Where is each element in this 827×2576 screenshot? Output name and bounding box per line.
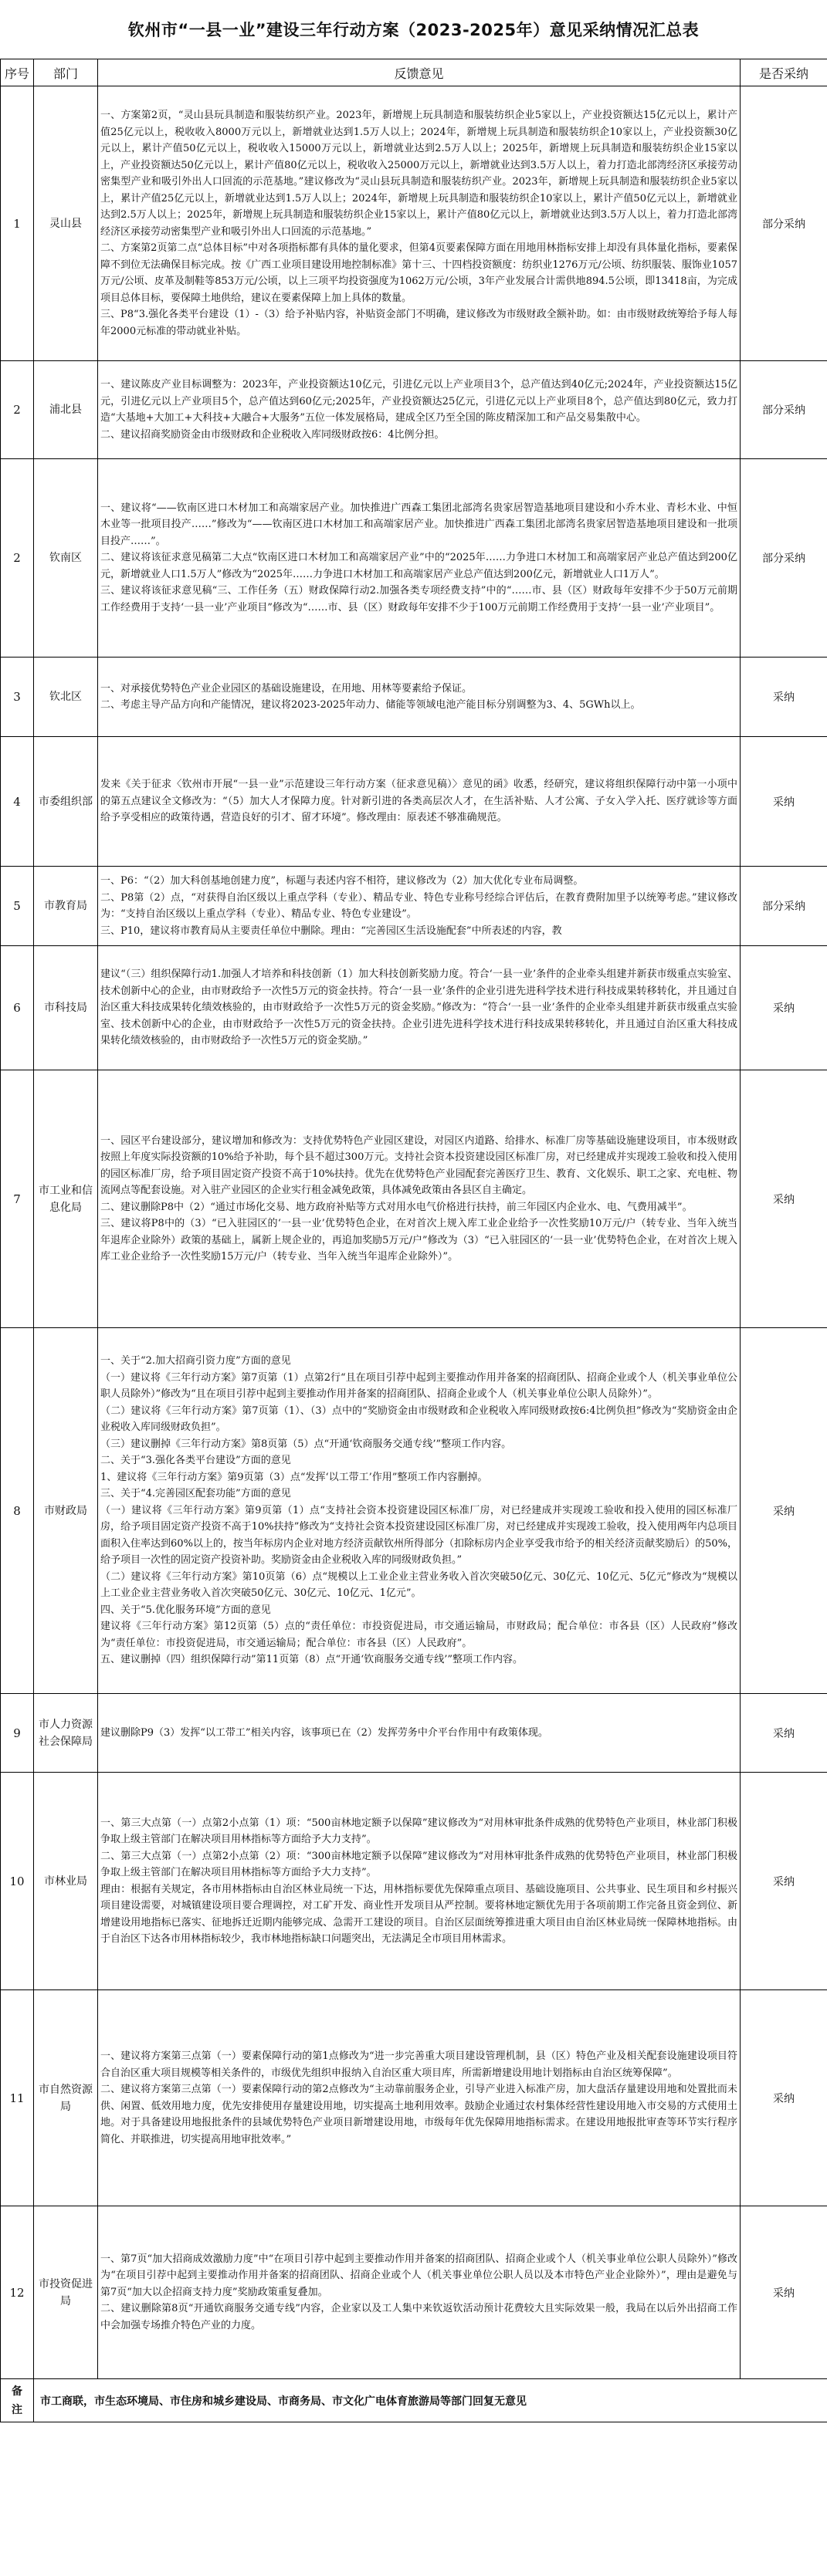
adoption-status: 采纳 — [741, 1328, 827, 1694]
feedback-paragraph: 二、考虑主导产品方向和产能情况，建议将2023-2025年动力、储能等领域电池产能目标分别调整为3、4、5GWh以上。 — [100, 699, 641, 711]
adoption-status: 采纳 — [741, 737, 827, 867]
feedback-paragraph: （二）建议将《三年行动方案》第7页第（1）、（3）点中的“奖励资金由市级财政和企业税收入库同级财政按6:4比例负担”修改为“奖励资金由企业税收入库同级财政负担”。 — [100, 1405, 737, 1434]
adoption-status: 采纳 — [741, 946, 827, 1070]
feedback-paragraph: 三、关于“4.完善园区配套功能”方面的意见 — [100, 1488, 291, 1500]
row-number: 3 — [1, 658, 34, 737]
feedback-paragraph: 一、建议将“——钦南区进口木材加工和高端家居产业。加快推进广西森工集团北部湾名贵家居智造基地项目建设和小乔木业、青杉木业、中恒木业等一批项目投产……”修改为“——钦南区进口木材加工和高端家居产业。加快推进广西森工集团北部湾名贵家居智造基地项目建设和一批项目投产……”。 — [100, 502, 737, 547]
table-row — [1, 737, 827, 867]
feedback-paragraph: （一）建议将《三年行动方案》第9页第（1）点“支持社会资本投资建设园区标准厂房，对已经建成并实现竣工验收和投入使用的园区标准厂房，给予项目固定资产投资不高于10%扶持”修改为“支持社会资本投资建设园区标准厂房，对已经建成并实现竣工验收，投入使用两年内总项目面积入住率达到60%以上的，按当年标房内企业对地方经济贡献钦州所得部分（扣除标房内企业享受我市给予的相关经济贡献奖励后）的50%，给予项目一次性的固定资产投资补助。奖励资金由企业税收入库的同级财政负担。” — [100, 1504, 737, 1567]
feedback-paragraph: 理由：根据有关规定，各市用林指标由自治区林业局统一下达，用林指标要优先保障重点项目、基础设施项目、公共事业、民生项目和乡村振兴项目建设需要，对城镇建设项目要合理调控，对工矿开发、商业性开发项目从严控制。要将林地定额优先用于各项前期工作完备且资金到位、新增建设用地指标已落实、征地拆迁近期内能够完成、急需开工建设的项目。自治区层面统筹推进重大项目由自治区林业局统一保障林地指标。由于自治区下达各市用林指标较少，我市林地指标缺口问题突出，无法满足全市项目用林需求。 — [100, 1883, 737, 1945]
feedback-paragraph: 建议将《三年行动方案》第12页第（5）点的“责任单位：市投资促进局，市交通运输局，市财政局；配合单位：市各县（区）人民政府”修改为“责任单位：市投资促进局，市交通运输局；配合单位：市各县（区）人民政府”。 — [100, 1621, 737, 1649]
feedback-cell — [98, 1773, 741, 1990]
feedback-paragraph: 1、建议将《三年行动方案》第9页第（3）点“发挥‘以工带工’作用”整项工作内容删掉。 — [100, 1471, 488, 1483]
feedback-cell — [98, 1070, 741, 1328]
table-row — [1, 1773, 827, 1990]
feedback-paragraph: 二、建议删除P8中（2）“通过市场化交易、地方政府补贴等方式对用水电气价格进行扶持，前三年园区内企业水、电、气费用减半”。 — [100, 1201, 693, 1213]
department-name: 市教育局 — [34, 867, 98, 946]
header-feedback: 反馈意见 — [98, 59, 741, 86]
table-row — [1, 459, 827, 658]
feedback-cell — [98, 459, 741, 658]
table-row — [1, 1328, 827, 1694]
table-header-row — [1, 59, 827, 86]
feedback-paragraph: 三、P10，建议将市教育局从主要责任单位中删除。理由：“完善园区生活设施配套”中所表述的内容，教 — [100, 925, 562, 937]
row-number: 1 — [1, 86, 34, 361]
department-name: 市人力资源社会保障局 — [34, 1694, 98, 1773]
adoption-status: 部分采纳 — [741, 361, 827, 459]
department-name: 市林业局 — [34, 1773, 98, 1990]
feedback-cell — [98, 1990, 741, 2206]
feedback-paragraph: 三、建议将该征求意见稿“三、工作任务（五）财政保障行动2.加强各类专项经费支持”中的“……市、县（区）财政每年安排不少于50万元前期工作经费用于支持‘一县一业’产业项目”修改为“……市、县（区）财政每年安排不少于100万元前期工作经费用于支持‘一县一业’产业项目”。 — [100, 585, 737, 614]
feedback-paragraph: 一、建议陈皮产业目标调整为：2023年，产业投资额达10亿元，引进亿元以上产业项目3个，总产值达到40亿元;2024年，产业投资额达15亿元，引进亿元以上产业项目5个，总产值达到60亿元;2025年，产业投资额达25亿元，引进亿元以上产业项目8个，总产值达到80亿元，致力打造“大基地+大加工+大科技+大融合+大服务”五位一体发展格局，建成全区乃至全国的陈皮精深加工和产品交易集散中心。 — [100, 379, 737, 424]
feedback-table — [0, 59, 827, 2422]
feedback-cell — [98, 361, 741, 459]
row-number: 9 — [1, 1694, 34, 1773]
feedback-cell — [98, 737, 741, 867]
feedback-paragraph: （二）建议将《三年行动方案》第10页第（6）点“规模以上工业企业主营业务收入首次突破50亿元、30亿元、10亿元、5亿元”修改为“规模以上工业企业主营业务收入首次突破50亿元、30亿元、10亿元、1亿元”。 — [100, 1570, 737, 1600]
feedback-paragraph: 四、关于“5.优化服务环境”方面的意见 — [100, 1604, 271, 1616]
adoption-status: 采纳 — [741, 1070, 827, 1328]
row-number: 4 — [1, 737, 34, 867]
row-number: 6 — [1, 946, 34, 1070]
note-row — [1, 2379, 827, 2422]
adoption-status: 采纳 — [741, 658, 827, 737]
feedback-paragraph: 二、方案第2页第二点“总体目标”中对各项指标都有具体的量化要求，但第4页要素保障方面在用地用林指标安排上却没有具体量化指标，要素保障不到位无法确保目标完成。按《广西工业项目建设用地控制标准》第十三、十四档投资额度：纺织业1276万元/公顷、纺织服装、服饰业1057万元/公顷、皮革及制鞋等853万元/公顷，以上三项平均投资强度为1062万元/公顷，3年产业发展合计需供地894.5公顷，即13418亩，为完成项目总体目标，要保障土地供给，建议在要素保障上加上具体的数量。 — [100, 242, 737, 304]
adoption-status: 采纳 — [741, 1990, 827, 2206]
note-label — [1, 2379, 34, 2422]
feedback-paragraph: 二、关于“3.强化各类平台建设”方面的意见 — [100, 1455, 291, 1467]
header-no: 序号 — [1, 59, 34, 86]
feedback-paragraph: 三、P8“3.强化各类平台建设（1）-（3）给予补贴内容，补贴资金部门不明确，建议修改为市级财政全额补助。如：由市级财政统筹给予每人每年2000元标准的带动就业补贴。 — [100, 309, 737, 337]
row-number: 11 — [1, 1990, 34, 2206]
table-row — [1, 1694, 827, 1773]
adoption-status: 部分采纳 — [741, 86, 827, 361]
feedback-paragraph: 三、建议将P8中的（3）“已入驻园区的‘一县一业’优势特色企业，在对首次上规入库工业企业给予一次性奖励10万元/户（转专业、当年入统当年退库企业除外）政策的基础上，属新上规企业的，再追加奖励5万元/户”修改为（3）“已入驻园区的‘一县一业’优势特色企业，在对首次上规入库工业企业给予一次性奖励15万元/户（转专业、当年入统当年退库企业除外）”。 — [100, 1218, 737, 1263]
row-number: 7 — [1, 1070, 34, 1328]
feedback-paragraph: 一、关于“2.加大招商引资力度”方面的意见 — [100, 1355, 291, 1367]
feedback-paragraph: 发来《关于征求〈钦州市开展“一县一业”示范建设三年行动方案（征求意见稿）〉意见的函》收悉，经研究，建议将组织保障行动中第一小项中的第五点建议全文修改为：“（5）加大人才保障力度。针对新引进的各类高层次人才，在生活补贴、人才公寓、子女入学入托、医疗就诊等方面给予享受相应的政策待遇，营造良好的引才、留才环境”。修改理由：原表述不够准确规范。 — [100, 779, 737, 824]
feedback-paragraph: 二、建议将方案第三点第（一）要素保障行动的第2点修改为“主动靠前服务企业，引导产业进入标准产房，加大盘活存量建设用地和处置批而未供、闲置、低效用地力度，优先安排使用存量建设用地，切实提高土地利用效率。鼓励企业通过农村集体经营性建设用地入市交易的方式使用土地。对于具备建设用地报批条件的县域优势特色产业项目新增建设用地，市级每年优先保障用地指标需求。在建设用地报批审查等环节实行程序简化、并联推进，切实提高用地审批效率。” — [100, 2084, 737, 2145]
adoption-status: 采纳 — [741, 1773, 827, 1990]
feedback-paragraph: 二、第三大点第（一）点第2小点第（2）项：“300亩林地定额予以保障”建议修改为“对用林审批条件成熟的优势特色产业项目，林业部门积极争取上级主管部门在解决项目用林指标等方面给予大力支持”。 — [100, 1850, 737, 1878]
row-number: 8 — [1, 1328, 34, 1694]
department-name: 灵山县 — [34, 86, 98, 361]
table-row — [1, 1990, 827, 2206]
department-name: 钦北区 — [34, 658, 98, 737]
table-row — [1, 2206, 827, 2379]
table-row — [1, 361, 827, 459]
department-name: 市科技局 — [34, 946, 98, 1070]
feedback-paragraph: 一、方案第2页，“灵山县玩具制造和服装纺织产业。2023年，新增规上玩具制造和服装纺织企业5家以上，产业投资额达15亿元以上，累计产值25亿元以上，税收收入8000万元以上，新增就业达到1.5万人以上；2024年，新增规上玩具制造和服装纺织企10家以上，产业投资额30亿元以上，累计产值50亿元以上，税收收入15000万元以上，新增就业达到2.5万人以上；2025年，新增规上玩具制造和服装纺织企业15家以上，产业投资额达50亿元以上，累计产值80亿元以上，税收收入25000万元以上，新增就业达到3.5万人以上，着力打造北部湾经济区承接劳动密集型产业和吸引外出人口回流的示范基地。”建议修改为“灵山县玩具制造和服装纺织产业。2023年，新增规上玩具制造和服装纺织企业5家以上，累计产值25亿元以上，新增就业达到1.5万人以上；2024年，新增规上玩具制造和服装纺织企10家以上，累计产值50亿元以上，新增就业达到2.5万人以上；2025年，新增规上玩具制造和服装纺织企业15家以上，累计产值80亿元以上，新增就业达到3.5万人以上，着力打造北部湾经济区承接劳动密集型产业和吸引外出人口回流的示范基地。” — [100, 110, 737, 238]
feedback-paragraph: 一、第7页“加大招商成效激励力度”中“在项目引荐中起到主要推动作用并备案的招商团队、招商企业或个人（机关事业单位公职人员除外）”修改为“在项目引荐中起到主要推动作用并备案的招商团队、招商企业或个人（机关事业单位公职人员以及本市特色产业企业除外）”，理由是避免与第7页“加大以企招商支持力度”奖励政策重复叠加。 — [100, 2253, 737, 2298]
feedback-paragraph: （一）建议将《三年行动方案》第7页第（1）点第2行“且在项目引荐中起到主要推动作用并备案的招商团队、招商企业或个人（机关事业单位公职人员除外）”修改为“且在项目引荐中起到主要推动作用并备案的招商团队、招商企业或个人（机关事业单位公职人员除外）”。 — [100, 1371, 737, 1401]
adoption-status: 采纳 — [741, 2206, 827, 2379]
feedback-paragraph: 二、P8第（2）点，“对获得自治区级以上重点学科（专业）、精品专业、特色专业称号经综合评估后，在教育费附加里予以统筹考虑。”建议修改为：“支持自治区级以上重点学科（专业）、精品专业、特色专业建设”。 — [100, 891, 737, 920]
feedback-cell — [98, 946, 741, 1070]
note-text: 市工商联，市生态环境局、市住房和城乡建设局、市商务局、市文化广电体育旅游局等部门回复无意见 — [34, 2379, 827, 2422]
page-title: 钦州市“一县一业”建设三年行动方案（2023-2025年）意见采纳情况汇总表 — [127, 21, 700, 39]
note-label-text: 备注 — [12, 2385, 22, 2416]
feedback-paragraph: 一、第三大点第（一）点第2小点第（1）项：“500亩林地定额予以保障”建议修改为“对用林审批条件成熟的优势特色产业项目，林业部门积极争取上级主管部门在解决项目用林指标等方面给予大力支持”。 — [100, 1817, 737, 1845]
row-number: 2 — [1, 459, 34, 658]
department-name: 市工业和信息化局 — [34, 1070, 98, 1328]
feedback-paragraph: 一、P6：“（2）加大科创基地创建力度”，标题与表述内容不相符，建议修改为（2）加大优化专业布局调整。 — [100, 875, 584, 887]
feedback-paragraph: （三）建议删掉《三年行动方案》第8页第（5）点“开通‘钦商服务交通专线’”整项工作内容。 — [100, 1438, 512, 1450]
table-row — [1, 1070, 827, 1328]
feedback-cell — [98, 867, 741, 946]
department-name: 市自然资源局 — [34, 1990, 98, 2206]
feedback-paragraph: 一、建议将方案第三点第（一）要素保障行动的第1点修改为“进一步完善重大项目建设管理机制，县（区）特色产业及相关配套设施建设项目符合自治区重大项目规模等相关条件的，市级优先组织申报纳入自治区重大项目库，所需新增建设用地计划指标由自治区统筹保障”。 — [100, 2050, 737, 2079]
row-number: 10 — [1, 1773, 34, 1990]
feedback-paragraph: 五、建议删掉（四）组织保障行动”第11页第（8）点“开通‘钦商服务交通专线’”整项工作内容。 — [100, 1654, 524, 1666]
department-name: 市投资促进局 — [34, 2206, 98, 2379]
feedback-paragraph: 二、建议将该征求意见稿第二大点“钦南区进口木材加工和高端家居产业”中的“2025年……力争进口木材加工和高端家居产业总产值达到200亿元，新增就业人口1.5万人”修改为“2025年……力争进口木材加工和高端家居产业总产值达到200亿元，新增就业人口1万人”。 — [100, 552, 737, 580]
table-row — [1, 867, 827, 946]
feedback-paragraph: 一、对承接优势特色产业企业园区的基础设施建设，在用地、用林等要素给予保证。 — [100, 682, 473, 695]
feedback-cell — [98, 658, 741, 737]
adoption-status: 部分采纳 — [741, 867, 827, 946]
header-status: 是否采纳 — [741, 59, 827, 86]
feedback-cell — [98, 1328, 741, 1694]
feedback-paragraph: 一、园区平台建设部分，建议增加和修改为：支持优势特色产业园区建设，对园区内道路、给排水、标准厂房等基础设施建设项目，市本级财政按照上年度实际投资额的10%给予补助，每个县不超过300万元。支持社会资本投资建设园区标准厂房，对已经建成并实现竣工验收和投入使用的园区标准厂房，给予项目固定资产投资不高于10%扶持。优先在优势特色产业园配套完善医疗卫生、教育、文化娱乐、职工之家、充电桩、物流网点等配套设施。对入驻产业园区的企业实行租金减免政策，具体减免政策由各县区自主确定。 — [100, 1134, 737, 1196]
header-dept: 部门 — [34, 59, 98, 86]
table-row — [1, 86, 827, 361]
feedback-paragraph: 二、建议招商奖励资金由市级财政和企业税收入库同级财政按6：4比例分担。 — [100, 428, 445, 441]
feedback-paragraph: 二、建议删除第8页“开通钦商服务交通专线”内容，企业家以及工人集中来钦返钦活动预计花费较大且实际效果一般，我局在以后外出招商工作中会加强专场推介特色产业的力度。 — [100, 2303, 737, 2331]
feedback-cell — [98, 2206, 741, 2379]
adoption-status: 部分采纳 — [741, 459, 827, 658]
feedback-paragraph: 建议“（三）组织保障行动1.加强人才培养和科技创新（1）加大科技创新奖励力度。符合‘一县一业’条件的企业牵头组建并新获市级重点实验室、技术创新中心的企业，由市财政给予一次性5万元的资金扶持。符合‘一县一业’条件的企业引进先进科学技术进行科技成果转移转化，并且通过自治区重大科技成果转化绩效核验的，由市财政给予一次性5万元的资金奖励。”修改为：“符合‘一县一业’条件的企业牵头组建并新获市级重点实验室、技术创新中心的企业，由市财政给予一次性5万元的资金扶持。企业引进先进科学技术进行科技成果转移转化，并且通过自治区重大科技成果转化绩效核验的，由市财政给予一次性5万元的资金奖励。” — [100, 969, 737, 1047]
feedback-paragraph: 建议删除P9（3）发挥“以工带工”相关内容，该事项已在（2）发挥劳务中介平台作用中有政策体现。 — [100, 1726, 548, 1739]
department-name: 浦北县 — [34, 361, 98, 459]
row-number: 5 — [1, 867, 34, 946]
table-row — [1, 946, 827, 1070]
department-name: 市财政局 — [34, 1328, 98, 1694]
department-name: 市委组织部 — [34, 737, 98, 867]
feedback-cell — [98, 86, 741, 361]
row-number: 12 — [1, 2206, 34, 2379]
department-name: 钦南区 — [34, 459, 98, 658]
feedback-cell — [98, 1694, 741, 1773]
row-number: 2 — [1, 361, 34, 459]
adoption-status: 采纳 — [741, 1694, 827, 1773]
table-row — [1, 658, 827, 737]
